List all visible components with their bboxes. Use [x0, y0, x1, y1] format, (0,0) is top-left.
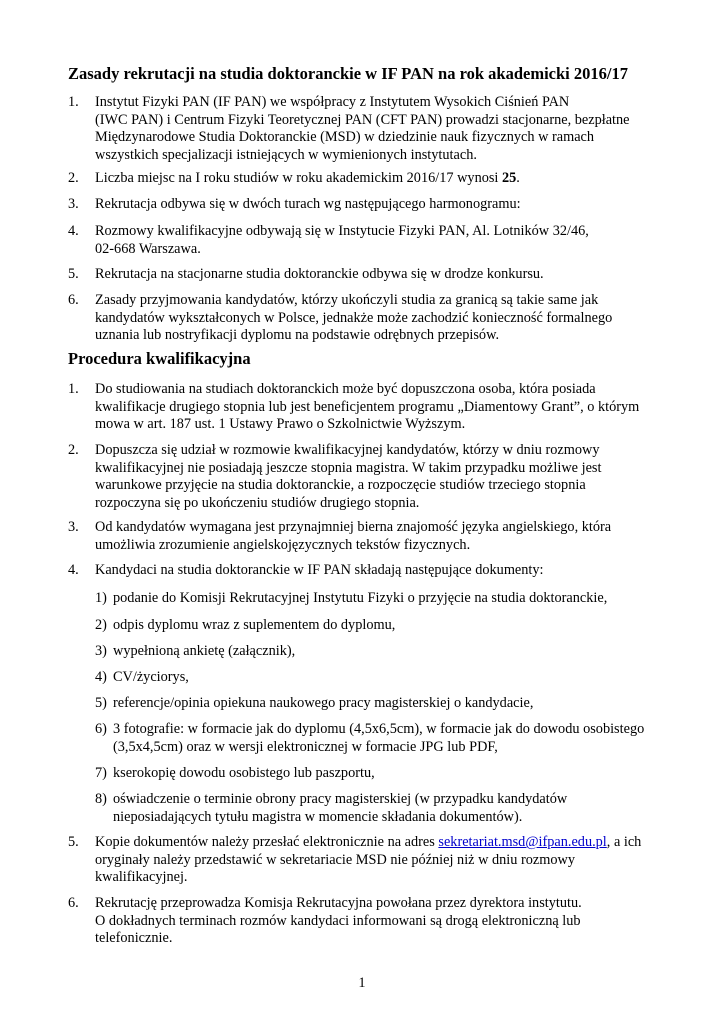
- item-text-line: Od kandydatów wymagana jest przynajmniej bierna znajomość języka angielskiego, która: [95, 519, 612, 535]
- sub-item-text: oświadczenie o terminie obrony pracy magisterskiej (w przypadku kandydatów: [113, 791, 568, 807]
- sub-item-text: (3,5x4,5cm) oraz w wersji elektronicznej w formacie JPG lub PDF,: [113, 738, 498, 755]
- page-number: 1: [358, 975, 366, 991]
- sub-item-number: 2): [95, 617, 107, 633]
- sub-item-text: odpis dyplomu wraz z suplementem do dyplomu,: [113, 617, 396, 633]
- sub-item-number: 7): [95, 765, 107, 781]
- item-text-line: umożliwia zrozumienie angielskojęzycznych tekstów fizycznych.: [95, 536, 471, 553]
- sub-item-text: CV/życiorys,: [113, 669, 189, 685]
- sub-item-number: 8): [95, 791, 107, 807]
- item-number: 4.: [68, 562, 79, 578]
- list-item: [68, 834, 658, 887]
- item-text-line: kwalifikacyjnej nie posiadają jeszcze stopnia magistra. W takim przypadku możliwe jest: [95, 459, 602, 476]
- item-number: 3.: [68, 519, 79, 535]
- item-text-line: uznania lub nostryfikacji dyplomu na podstawie odrębnych przepisów.: [95, 327, 500, 343]
- sub-item-number: 6): [95, 721, 107, 737]
- item-text: .: [516, 170, 520, 186]
- item-number: 2.: [68, 442, 79, 458]
- document-list-item: [95, 669, 660, 687]
- list-item: [68, 223, 658, 258]
- list-item: [68, 292, 658, 345]
- sub-item-text: wypełnioną ankietę (załącznik),: [113, 643, 296, 659]
- item-number: 6.: [68, 895, 79, 911]
- item-text-line: kwalifikacje drugiego stopnia lub jest beneficjentem programu „Diamentowy Grant”, o którym: [95, 398, 640, 415]
- item-text-line: Rekrutacja odbywa się w dwóch turach wg następującego harmonogramu:: [95, 196, 521, 212]
- sub-item-number: 5): [95, 695, 107, 711]
- item-number: 1.: [68, 381, 79, 397]
- list-item: [68, 196, 658, 214]
- list-item: [68, 519, 658, 554]
- item-number: 5.: [68, 266, 79, 282]
- sub-item-text: kserokopię dowodu osobistego lub paszportu,: [113, 765, 375, 781]
- item-text-line: Rekrutacja na stacjonarne studia doktoranckie odbywa się w drodze konkursu.: [95, 266, 544, 282]
- item-number: 3.: [68, 196, 79, 212]
- item-number: 1.: [68, 94, 79, 110]
- sub-item-text: nieposiadających tytułu magistra w momencie składania dokumentów).: [113, 808, 523, 825]
- item-text-line: Międzynarodowe Studia Doktoranckie (MSD) w dziedzinie nauk fizycznych w ramach: [95, 129, 595, 145]
- item-text-line: mowa w art. 187 ust. 1 Ustawy Prawo o Szkolnictwie Wyższym.: [95, 416, 466, 432]
- section-heading: Procedura kwalifikacyjna: [68, 349, 251, 368]
- item-text-line: 02-668 Warszawa.: [95, 240, 201, 257]
- places-count: 25: [501, 170, 517, 186]
- item-text: Liczba miejsc na I roku studiów w roku akademickim 2016/17 wynosi: [95, 170, 502, 186]
- item-text-line: Do studiowania na studiach doktoranckich może być dopuszczona osoba, która posiada: [95, 381, 596, 397]
- sub-item-number: 1): [95, 590, 107, 606]
- list-item: [68, 562, 658, 580]
- item-text-line: Rekrutację przeprowadza Komisja Rekrutacyjna powołana przez dyrektora instytutu.: [95, 895, 582, 911]
- item-number: 4.: [68, 223, 79, 239]
- item-text-line: warunkowe przyjęcie na studia doktoranckie, a rozpoczęcie studiów trzeciego stopnia: [95, 477, 586, 493]
- sub-item-number: 3): [95, 643, 107, 659]
- document-list-item: [95, 721, 660, 756]
- document-list-item: [95, 765, 660, 783]
- document-list-item: [95, 791, 660, 826]
- item-text-line: Dopuszcza się udział w rozmowie kwalifikacyjnej kandydatów, którzy w dniu rozmowy: [95, 442, 600, 458]
- item-text-line: telefonicznie.: [95, 930, 173, 946]
- item-text-line: rozpoczyna się po ukończeniu studiów drugiego stopnia.: [95, 494, 420, 511]
- item-number: 2.: [68, 170, 79, 186]
- item-text-line: wszystkich specjalizacji istniejących w wymienionych instytutach.: [95, 146, 477, 163]
- list-item: [68, 895, 658, 948]
- item-text-line: Kandydaci na studia doktoranckie w IF PAN składają następujące dokumenty:: [95, 562, 544, 578]
- email-link[interactable]: sekretariat.msd@ifpan.edu.pl: [438, 834, 607, 850]
- list-item: [68, 266, 658, 284]
- list-item: [68, 381, 658, 434]
- list-item: [68, 94, 658, 164]
- item-text-line: Zasady przyjmowania kandydatów, którzy ukończyli studia za granicą są takie same jak: [95, 292, 599, 308]
- sub-item-text: 3 fotografie: w formacie jak do dyplomu (4,5x6,5cm), w formacie jak do dowodu osobistego: [113, 721, 645, 737]
- document-list-item: [95, 695, 660, 713]
- item-text-line: kandydatów wykształconych w Polsce, jednakże może zachodzić konieczność formalnego: [95, 309, 613, 326]
- item-text-line: O dokładnych terminach rozmów kandydaci informowani są drogą elektroniczną lub: [95, 912, 581, 929]
- sub-item-text: referencje/opinia opiekuna naukowego pracy magisterskiej o kandydacie,: [113, 695, 534, 711]
- item-number: 6.: [68, 292, 79, 308]
- sub-item-text: podanie do Komisji Rekrutacyjnej Instytutu Fizyki o przyjęcie na studia doktoranckie,: [113, 590, 608, 606]
- item-text: , a ich: [606, 834, 642, 850]
- item-text-line: Instytut Fizyki PAN (IF PAN) we współpracy z Instytutem Wysokich Ciśnień PAN: [95, 94, 570, 110]
- item-text-line: (IWC PAN) i Centrum Fizyki Teoretycznej PAN (CFT PAN) prowadzi stacjonarne, bezpłatne: [95, 111, 630, 128]
- document-list-item: [95, 590, 660, 608]
- item-number: 5.: [68, 834, 79, 850]
- item-text-line: Rozmowy kwalifikacyjne odbywają się w Instytucie Fizyki PAN, Al. Lotników 32/46,: [95, 223, 589, 239]
- list-item: [68, 442, 658, 512]
- item-text: Kopie dokumentów należy przesłać elektronicznie na adres: [95, 834, 439, 850]
- list-item: [68, 170, 658, 188]
- sub-item-number: 4): [95, 669, 107, 685]
- item-text-line: kwalifikacyjnej.: [95, 869, 188, 885]
- document-title: Zasady rekrutacji na studia doktoranckie w IF PAN na rok akademicki 2016/17: [68, 64, 628, 83]
- document-list-item: [95, 643, 660, 661]
- document-list-item: [95, 617, 660, 635]
- item-text-line: oryginały należy przedstawić w sekretariacie MSD nie później niż w dniu rozmowy: [95, 851, 575, 868]
